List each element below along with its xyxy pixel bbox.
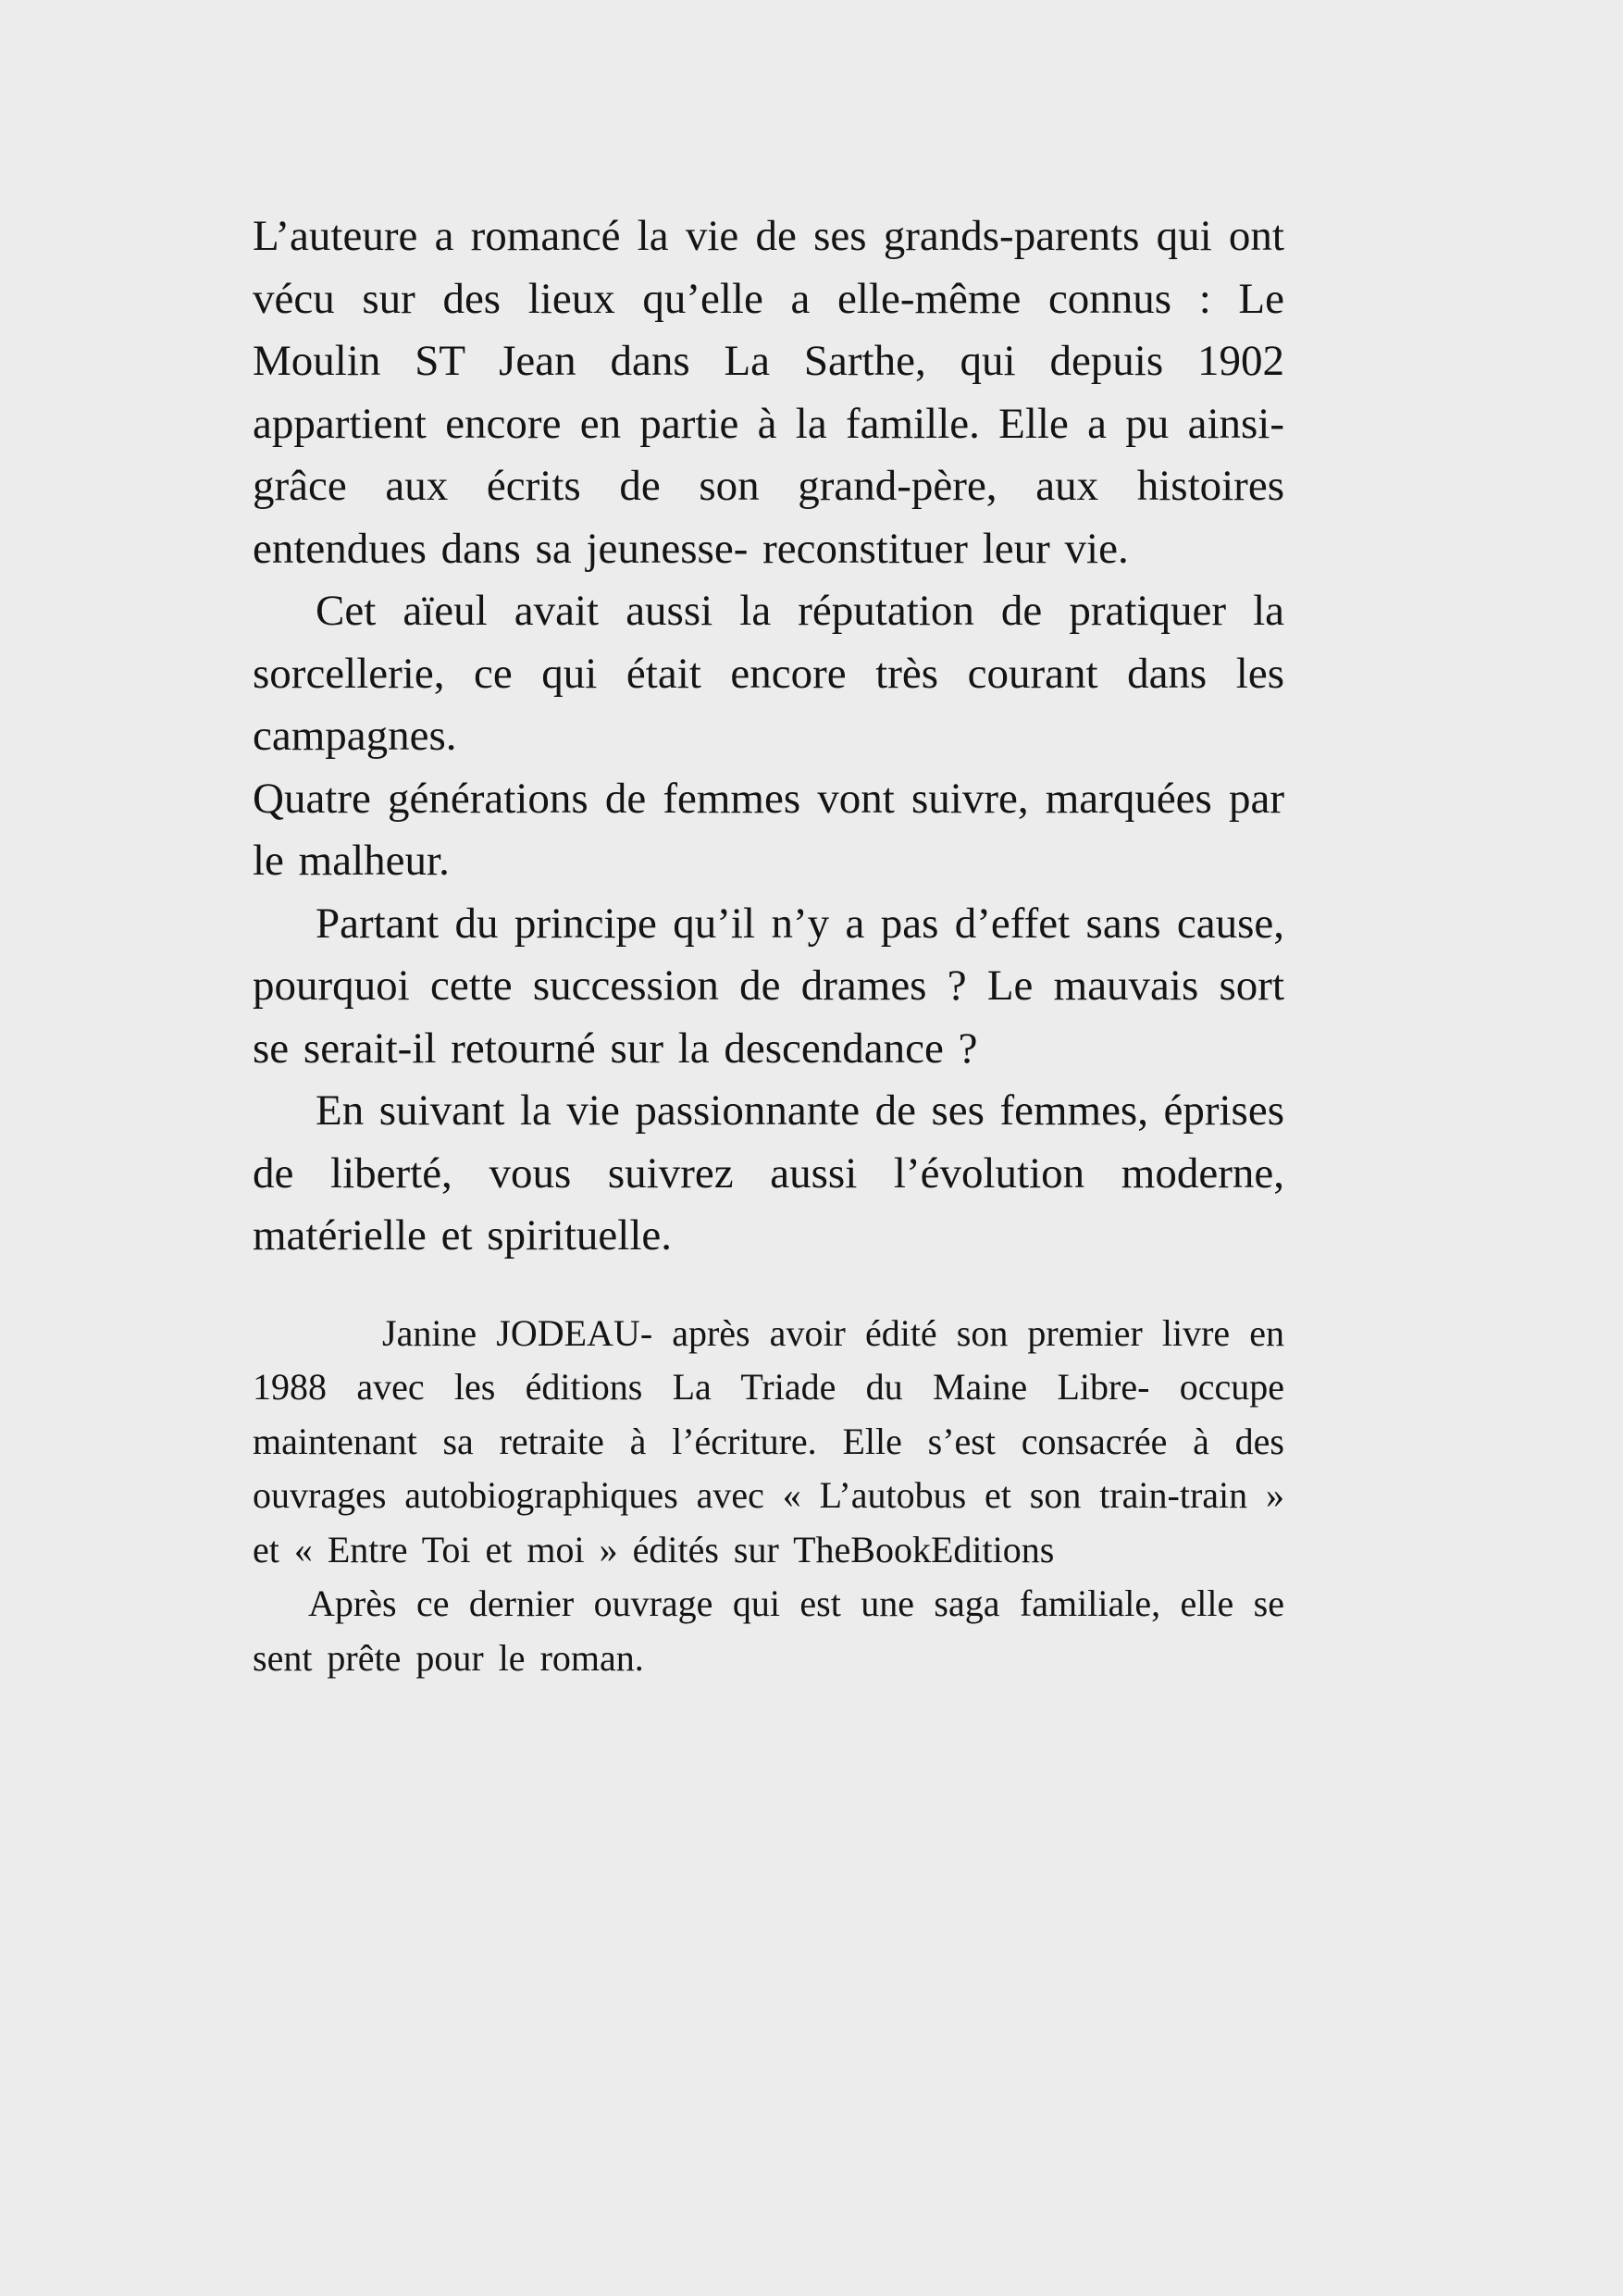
author-bio [253, 1307, 1284, 1686]
blurb-paragraph: Quatre générations de femmes vont suivre, marquées par le malheur. [253, 774, 1284, 885]
back-cover-text [253, 205, 1284, 1685]
bio-paragraph: Janine JODEAU- après avoir édité son premier livre en 1988 avec les éditions La Triade du Maine Libre- occupe maintenant sa retraite à l’écriture. Elle s’est consacrée à des ouvrages autobiographiques avec « L’autobus et son train-train » et « Entre Toi et moi » édités sur TheBookEditions [253, 1311, 1284, 1570]
blurb-paragraph: En suivant la vie passionnante de ses femmes, éprises de liberté, vous suivrez aussi l’évolution moderne, matérielle et spirituelle. [253, 1086, 1284, 1260]
bio-paragraph: Après ce dernier ouvrage qui est une saga familiale, elle se sent prête pour le roman. [253, 1582, 1284, 1679]
book-blurb [253, 205, 1284, 1268]
blurb-paragraph: L’auteure a romancé la vie de ses grands-parents qui ont vécu sur des lieux qu’elle a elle-même connus : Le Moulin ST Jean dans La Sarthe, qui depuis 1902 appartient encore en partie à la famille. Elle a pu ainsi- grâce aux écrits de son grand-père, aux histoires entendues dans sa jeunesse- reconstituer leur vie. [253, 212, 1284, 573]
blurb-paragraph: Cet aïeul avait aussi la réputation de pratiquer la sorcellerie, ce qui était encore très courant dans les campagnes. [253, 587, 1284, 760]
blurb-paragraph: Partant du principe qu’il n’y a pas d’effet sans cause, pourquoi cette succession de drames ? Le mauvais sort se serait-il retourné sur la descendance ? [253, 899, 1284, 1073]
